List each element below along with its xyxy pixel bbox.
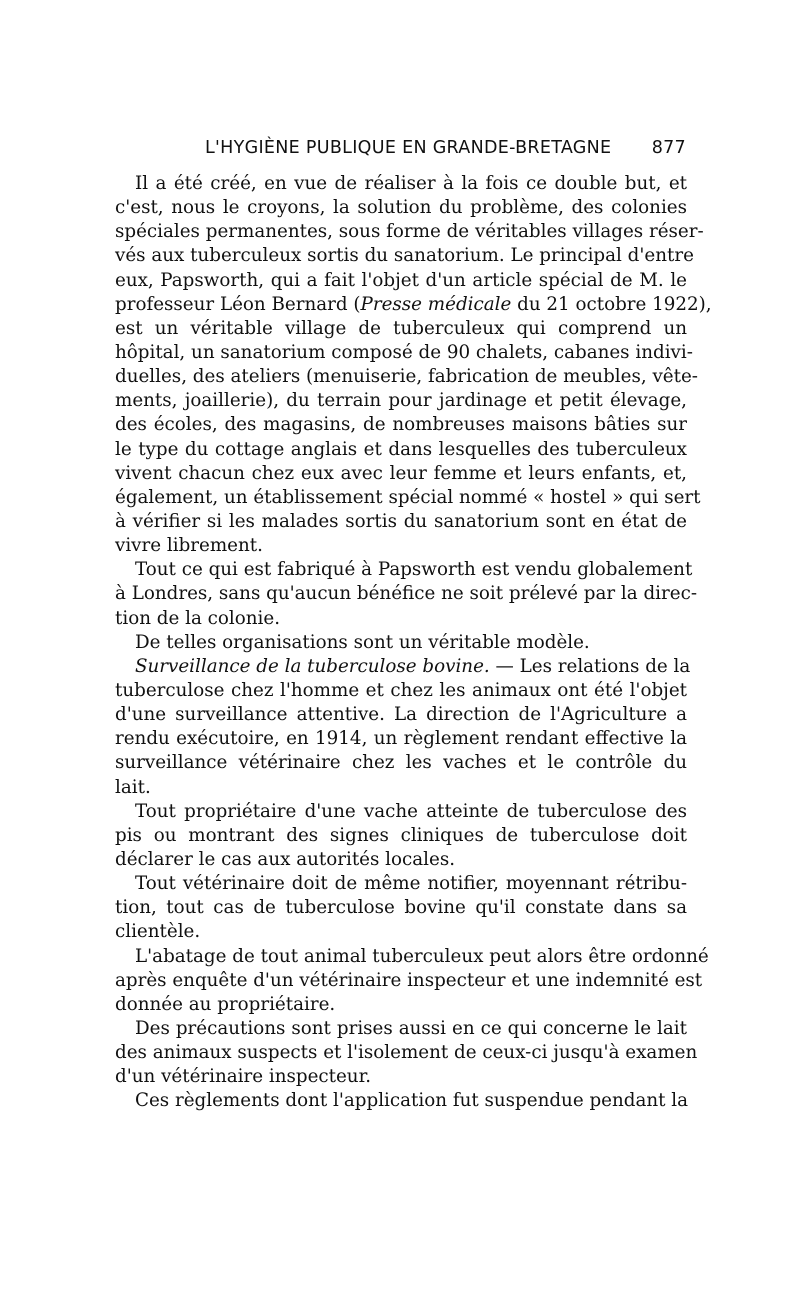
text-line: Il a été créé, en vue de réaliser à la fois ce double but, et [135, 173, 687, 194]
text-line: pis ou montrant des signes cliniques de tuberculose doit [115, 824, 687, 846]
text-line: vivre librement. [115, 535, 263, 557]
text-line: hôpital, un sanatorium composé de 90 chalets, cabanes indivi- [115, 341, 693, 363]
text-line: c'est, nous le croyons, la solution du problème, des colonies [115, 197, 687, 219]
running-head [116, 138, 686, 162]
section-heading: Surveillance de la tuberculose bovine. [135, 655, 490, 677]
text-line: tuberculose chez l'homme et chez les animaux ont été l'objet [115, 679, 687, 701]
text-line: à Londres, sans qu'aucun bénéfice ne soit prélevé par la direc- [115, 583, 698, 605]
text-line: spéciales permanentes, sous forme de véritables villages réser- [115, 221, 704, 243]
text-line: clientèle. [115, 921, 201, 943]
text-line: Ces règlements dont l'application fut suspendue pendant la [135, 1090, 689, 1112]
page-number: 877 [651, 138, 686, 158]
body-text [115, 172, 712, 1113]
journal-title: Presse médicale [360, 293, 512, 315]
text-line: L'abatage de tout animal tuberculeux peut alors être ordonné [135, 945, 709, 967]
text-line: Tout ce qui est fabriqué à Papsworth est vendu globalement [135, 559, 693, 581]
text-line: Des précautions sont prises aussi en ce qui concerne le lait [135, 1017, 687, 1039]
text-line: De telles organisations sont un véritable modèle. [135, 631, 590, 653]
text-line: donnée au propriétaire. [115, 993, 336, 1015]
text-line: des écoles, des magasins, de nombreuses maisons bâties sur [115, 414, 687, 436]
text-line: à vérifier si les malades sortis du sanatorium sont en état de [115, 510, 687, 532]
text-line: également, un établissement spécial nommé « hostel » qui sert [115, 486, 701, 508]
text-line: Tout vétérinaire doit de même notifier, moyennant rétribu- [135, 873, 687, 895]
text-line: tion, tout cas de tuberculose bovine qu'il constate dans sa [115, 897, 687, 919]
text-line: déclarer le cas aux autorités locales. [115, 848, 456, 870]
text-line: lait. [115, 776, 151, 798]
text-line: eux, Papsworth, qui a fait l'objet d'un article spécial de M. le [115, 269, 687, 291]
text-line: ments, joaillerie), du terrain pour jardinage et petit élevage, [115, 390, 687, 412]
text-line: rendu exécutoire, en 1914, un règlement rendant effective la [115, 728, 687, 750]
text-line: tion de la colonie. [115, 607, 281, 629]
text-line: surveillance vétérinaire chez les vaches et le contrôle du [115, 752, 687, 774]
text-line: vés aux tuberculeux sortis du sanatorium. Le principal d'entre [115, 245, 694, 267]
text-line: après enquête d'un vétérinaire inspecteur et une indemnité est [115, 969, 703, 991]
text-line: Surveillance de la tuberculose bovine. — Les relations de la [135, 655, 691, 677]
running-title: L'HYGIÈNE PUBLIQUE EN GRANDE-BRETAGNE [205, 138, 612, 158]
text-line: d'une surveillance attentive. La direction de l'Agriculture a [115, 704, 687, 726]
text-line: est un véritable village de tuberculeux qui comprend un [115, 317, 687, 339]
text-line: des animaux suspects et l'isolement de ceux-ci jusqu'à examen [115, 1042, 698, 1064]
text-line: Tout propriétaire d'une vache atteinte de tuberculose des [135, 800, 687, 822]
text-line: le type du cottage anglais et dans lesquelles des tuberculeux [115, 438, 687, 460]
text-line: professeur Léon Bernard (Presse médicale du 21 octobre 1922), [115, 293, 712, 315]
text-line: duelles, des ateliers (menuiserie, fabrication de meubles, vête- [115, 366, 698, 388]
text-line: vivent chacun chez eux avec leur femme et leurs enfants, et, [115, 462, 687, 484]
text-line: d'un vétérinaire inspecteur. [115, 1066, 372, 1088]
